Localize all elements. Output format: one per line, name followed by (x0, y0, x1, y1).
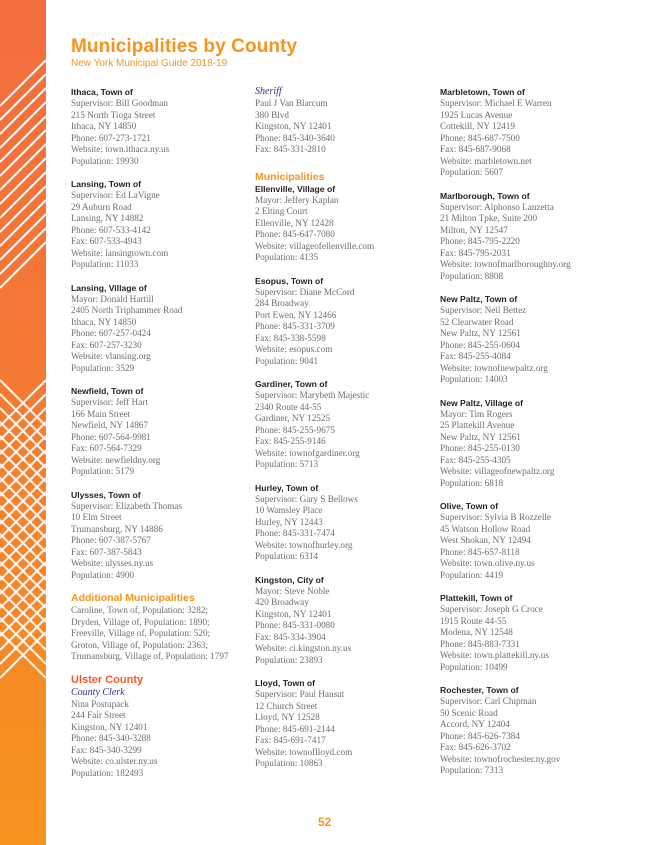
county-clerk-line: Phone: 845-340-3288 (71, 733, 151, 743)
sheriff-details (255, 98, 437, 156)
municipality-name: Lloyd, Town of (255, 678, 315, 688)
county-clerk-line: 244 Fair Street (71, 710, 126, 720)
municipality-detail-line: Population: 10499 (440, 661, 508, 672)
municipality-detail-line: Phone: 845-255-0604 (440, 339, 520, 350)
municipality-detail-line: Phone: 845-255-9675 (255, 424, 335, 435)
municipality-detail-line: Supervisor: Michael E Warren (440, 98, 552, 108)
municipality-detail-line: Population: 7313 (440, 765, 504, 775)
municipality-detail-line: Phone: 845-255-0130 (440, 443, 520, 453)
municipality-detail-line: Supervisor: Joseph G Croce (440, 604, 543, 614)
municipality-detail-line: Population: 4419 (440, 569, 504, 580)
municipality-detail-line: Website: lansingtown.com (71, 247, 169, 258)
municipality-detail-line: Fax: 607-387-5843 (71, 546, 142, 557)
municipality-entry (255, 275, 437, 368)
municipality-detail-line: Milton, NY 12547 (440, 224, 508, 235)
municipality-detail-line: Kingston, NY 12401 (255, 608, 332, 619)
municipality-detail-line: 52 Clearwater Road (440, 316, 514, 327)
municipality-detail-line: Cottekill, NY 12419 (440, 121, 515, 131)
municipality-detail-line: Mayor: Jeffery Kaplan (255, 194, 339, 205)
municipality-entry (440, 293, 622, 386)
municipality-detail-line: Supervisor: Carl Chipman (440, 696, 537, 706)
municipality-detail-line: Website: town.ithaca.ny.us (71, 144, 170, 154)
municipality-name: Newfield, Town of (71, 386, 144, 396)
municipality-name: Ellenville, Village of (255, 183, 336, 194)
municipality-detail-line: Lloyd, NY 12528 (255, 712, 320, 722)
municipality-detail-line: Supervisor: Paul Hansut (255, 689, 345, 699)
municipality-detail-line: 25 Plattekill Avenue (440, 420, 515, 430)
municipality-entry (440, 86, 622, 179)
municipality-detail-line: 1915 Route 44-55 (440, 615, 507, 626)
municipality-detail-line: Population: 4900 (71, 569, 135, 580)
municipality-detail-line: Ithaca, NY 14850 (71, 121, 137, 131)
municipality-detail-line: Website: esopus.com (255, 344, 333, 354)
sheriff-line: Paul J Van Blarcum (255, 98, 328, 108)
municipality-name: Marlborough, Town of (440, 190, 530, 201)
municipality-detail-line: 45 Watson Hollow Road (440, 523, 531, 534)
municipality-detail-line: Phone: 845-687-7500 (440, 132, 520, 143)
municipality-detail-line: Phone: 607-273-1721 (71, 132, 151, 143)
municipality-name: Olive, Town of (440, 501, 499, 511)
municipality-detail-line: Population: 11033 (71, 259, 139, 269)
municipality-detail-line: Website: townoflloyd.com (255, 746, 353, 757)
municipality-detail-line: Supervisor: Diane McCord (255, 286, 355, 297)
municipality-entry (440, 190, 622, 283)
municipality-detail-line: Population: 19930 (71, 155, 139, 166)
municipality-name: Hurley, Town of (255, 482, 319, 493)
municipality-detail-line: Fax: 845-255-4305 (440, 454, 511, 465)
county-clerk-line: Nina Postupack (71, 698, 129, 709)
municipality-detail-line: Fax: 607-533-4943 (71, 236, 142, 246)
municipality-detail-line: Phone: 607-533-4142 (71, 224, 151, 235)
municipality-name: Lansing, Village of (71, 282, 147, 293)
sheriff-role: Sheriff (255, 86, 282, 97)
municipality-detail-line: Ellenville, NY 12428 (255, 217, 334, 228)
municipality-detail-line: Mayor: Tim Rogers (440, 408, 513, 419)
municipality-detail-line: Population: 5713 (255, 459, 319, 469)
municipality-detail-line: Lansing, NY 14882 (71, 213, 144, 223)
municipality-detail-line: Gardiner, NY 12525 (255, 413, 331, 423)
municipality-detail-line: 10 Wamsley Place (255, 505, 323, 515)
municipality-list (71, 86, 253, 581)
municipality-entry (440, 500, 622, 581)
municipality-detail-line: Website: town.plattekill.ny.us (440, 650, 549, 660)
municipality-detail-line: 21 Milton Tpke, Suite 200 (440, 213, 538, 223)
municipality-entry (440, 684, 622, 777)
municipality-detail-line: Population: 14003 (440, 374, 508, 384)
municipality-entry (71, 385, 253, 478)
municipality-detail-line: Website: townofmarlboroughny.org (440, 259, 571, 269)
municipality-name: Marbletown, Town of (440, 87, 525, 97)
municipality-detail-line: 1925 Lucas Avenue (440, 109, 513, 120)
municipality-detail-line: Mayor: Donald Hartill (71, 293, 154, 304)
county-clerk-line: Population: 182493 (71, 767, 144, 778)
municipality-detail-line: Population: 9041 (255, 355, 319, 366)
municipality-entry (71, 86, 253, 167)
sheriff-line: Phone: 845-340-3640 (255, 132, 335, 143)
municipality-detail-line: Fax: 845-795-2031 (440, 247, 511, 258)
municipality-detail-line: Population: 6314 (255, 551, 319, 561)
municipality-name: New Paltz, Village of (440, 397, 523, 408)
municipality-name: Esopus, Town of (255, 275, 324, 286)
municipality-detail-line: Fax: 607-257-3230 (71, 339, 142, 350)
municipality-detail-line: Port Ewen, NY 12466 (255, 309, 337, 320)
municipality-detail-line: Supervisor: Gary S Bellows (255, 493, 358, 504)
municipality-detail-line: Fax: 845-626-3702 (440, 742, 511, 752)
municipality-detail-line: Trumansburg, NY 14886 (71, 523, 163, 534)
municipality-entry (440, 592, 622, 673)
municipality-name: Lansing, Town of (71, 179, 142, 189)
municipality-detail-line: Website: townofhurley.org (255, 539, 353, 550)
municipality-detail-line: 12 Church Street (255, 700, 318, 711)
municipality-detail-line: Website: ulysses.ny.us (71, 558, 154, 568)
sheriff-line: Kingston, NY 12401 (255, 121, 332, 131)
municipality-detail-line: Phone: 845-331-0080 (255, 620, 335, 630)
diagonal-stripe-pattern (0, 0, 46, 845)
municipality-detail-line: Fax: 845-338-5598 (255, 332, 326, 343)
county-clerk-line: Fax: 845-340-3299 (71, 744, 142, 755)
municipality-detail-line: Population: 6818 (440, 477, 504, 488)
municipality-list (255, 183, 437, 770)
additional-municipality-line: Freeville, Village of, Population: 520; (71, 628, 211, 638)
municipality-entry (71, 178, 253, 271)
county-clerk-role: County Clerk (71, 686, 125, 698)
municipality-entry (255, 482, 437, 563)
page-subtitle: New York Municipal Guide 2018-19 (71, 58, 228, 69)
county-section (71, 674, 253, 780)
municipality-detail-line: New Paltz, NY 12561 (440, 431, 521, 442)
county-clerk-line: Kingston, NY 12401 (71, 721, 148, 732)
municipality-detail-line: Supervisor: Neil Bettez (440, 305, 527, 315)
municipality-name: Ithaca, Town of (71, 87, 133, 97)
municipality-detail-line: Phone: 845-331-3709 (255, 321, 335, 331)
municipality-detail-line: Phone: 607-564-9981 (71, 431, 151, 442)
municipality-detail-line: Ithaca, NY 14850 (71, 316, 137, 327)
municipality-detail-line: Website: vlansing.org (71, 351, 151, 361)
municipality-detail-line: Phone: 607-257-0424 (71, 328, 151, 338)
municipality-detail-line: Supervisor: Sylvia B Rozzelle (440, 512, 551, 522)
municipality-detail-line: Fax: 607-564-7329 (71, 443, 142, 453)
municipality-detail-line: Fax: 845-687-9068 (440, 144, 511, 154)
municipality-detail-line: Population: 3529 (71, 362, 135, 373)
municipality-detail-line: Accord, NY 12404 (440, 719, 510, 729)
municipality-detail-line: Modena, NY 12548 (440, 627, 513, 637)
municipality-detail-line: Population: 5607 (440, 167, 504, 177)
municipality-detail-line: Newfield, NY 14867 (71, 420, 148, 430)
municipality-detail-line: Phone: 607-387-5767 (71, 535, 151, 545)
municipality-entry (255, 183, 437, 264)
municipality-entry (440, 397, 622, 490)
municipality-detail-line: Supervisor: Marybeth Majestic (255, 390, 370, 400)
additional-municipalities-heading: Additional Municipalities (71, 592, 195, 604)
municipality-detail-line: Website: ci.kingston.ny.us (255, 643, 352, 653)
municipality-detail-line: Population: 4135 (255, 252, 319, 262)
municipality-name: New Paltz, Town of (440, 294, 518, 304)
municipality-detail-line: Phone: 845-647-7080 (255, 229, 335, 239)
municipality-detail-line: Population: 5179 (71, 466, 135, 476)
page-number: 52 (318, 815, 332, 829)
county-heading: Ulster County (71, 673, 144, 686)
county-clerk-line: Website: co.ulster.ny.us (71, 756, 158, 766)
municipality-detail-line: Supervisor: Ed LaVigne (71, 190, 160, 200)
municipality-detail-line: 50 Scenic Road (440, 707, 498, 718)
sheriff-section (255, 86, 437, 156)
municipality-entry (71, 489, 253, 582)
municipality-detail-line: Website: marbletown.net (440, 155, 532, 166)
column-2 (255, 86, 437, 781)
municipality-detail-line: 215 North Tioga Street (71, 109, 156, 120)
additional-municipalities (71, 592, 253, 663)
column-3 (440, 86, 622, 788)
sheriff-line: 380 Blvd (255, 109, 289, 120)
municipality-entry (255, 574, 437, 667)
municipality-detail-line: Fax: 845-255-4084 (440, 351, 511, 361)
municipality-detail-line: Phone: 845-657-8118 (440, 546, 520, 557)
municipality-name: Rochester, Town of (440, 685, 519, 695)
municipalities-heading: Municipalities (255, 170, 325, 183)
municipality-entry (255, 378, 437, 471)
municipality-name: Plattekill, Town of (440, 593, 513, 603)
municipality-entry (255, 677, 437, 770)
additional-municipality-line: Groton, Village of, Population: 2363; (71, 639, 209, 650)
municipality-detail-line: Phone: 845-626-7384 (440, 730, 520, 741)
municipality-detail-line: Fax: 845-255-9146 (255, 436, 326, 446)
municipality-detail-line: 10 Elm Street (71, 512, 122, 522)
additional-municipalities-lines (71, 605, 253, 663)
municipality-detail-line: Supervisor: Bill Goodman (71, 98, 168, 108)
municipality-detail-line: Website: townofnewpaltz.org (440, 362, 548, 373)
municipality-detail-line: Supervisor: Elizabeth Thomas (71, 500, 183, 511)
municipality-detail-line: Website: townofgardiner.org (255, 447, 360, 458)
additional-municipality-line: Caroline, Town of, Population: 3282; (71, 605, 208, 615)
municipality-detail-line: Website: town.olive.ny.us (440, 558, 535, 568)
municipality-detail-line: West Shokan, NY 12494 (440, 535, 531, 545)
municipality-detail-line: 2340 Route 44-55 (255, 401, 322, 412)
additional-municipality-line: Trumansburg, Village of, Population: 1797 (71, 651, 229, 661)
municipality-detail-line: Population: 10863 (255, 758, 323, 768)
municipality-detail-line: Phone: 845-883-7331 (440, 638, 520, 649)
municipality-detail-line: Website: villageofellenville.com (255, 240, 375, 251)
decorative-sidebar (0, 0, 46, 845)
municipality-detail-line: Hurley, NY 12443 (255, 516, 323, 527)
municipality-detail-line: 2 Elting Court (255, 206, 308, 216)
page-title: Municipalities by County (71, 36, 298, 57)
municipality-detail-line: Population: 8808 (440, 270, 504, 281)
municipality-detail-line: Supervisor: Jeff Hart (71, 397, 148, 407)
municipality-detail-line: Fax: 845-691-7417 (255, 735, 326, 745)
municipality-name: Ulysses, Town of (71, 489, 141, 500)
municipality-detail-line: 166 Main Street (71, 408, 131, 419)
municipality-detail-line: 29 Auburn Road (71, 201, 132, 212)
column-1 (71, 86, 253, 790)
municipality-detail-line: Website: townofrochester.ny.gov (440, 753, 561, 764)
municipality-detail-line: Population: 23893 (255, 654, 323, 665)
municipality-detail-line: 284 Broadway (255, 298, 309, 308)
municipality-detail-line: Supervisor: Alphonso Lanzetta (440, 201, 554, 212)
municipality-detail-line: Website: villageofnewpaltz.org (440, 466, 555, 476)
municipality-detail-line: Phone: 845-331-7474 (255, 528, 335, 538)
municipality-name: Gardiner, Town of (255, 379, 328, 389)
municipality-detail-line: Mayor: Steve Noble (255, 585, 330, 596)
additional-municipality-line: Dryden, Village of, Population: 1890; (71, 616, 210, 627)
municipality-detail-line: Phone: 845-691-2144 (255, 723, 335, 734)
municipality-detail-line: Fax: 845-334-3904 (255, 631, 326, 642)
municipality-entry (71, 282, 253, 375)
municipality-detail-line: Phone: 845-795-2220 (440, 236, 520, 246)
municipality-detail-line: New Paltz, NY 12561 (440, 328, 521, 338)
sheriff-line: Fax: 845-331-2810 (255, 144, 326, 154)
municipality-list (440, 86, 622, 777)
county-clerk-details (71, 699, 253, 780)
municipality-detail-line: 420 Broadway (255, 597, 309, 607)
municipality-detail-line: Website: newfieldny.org (71, 454, 161, 465)
municipality-name: Kingston, City of (255, 574, 324, 585)
municipality-detail-line: 2405 North Triphammer Road (71, 305, 183, 315)
